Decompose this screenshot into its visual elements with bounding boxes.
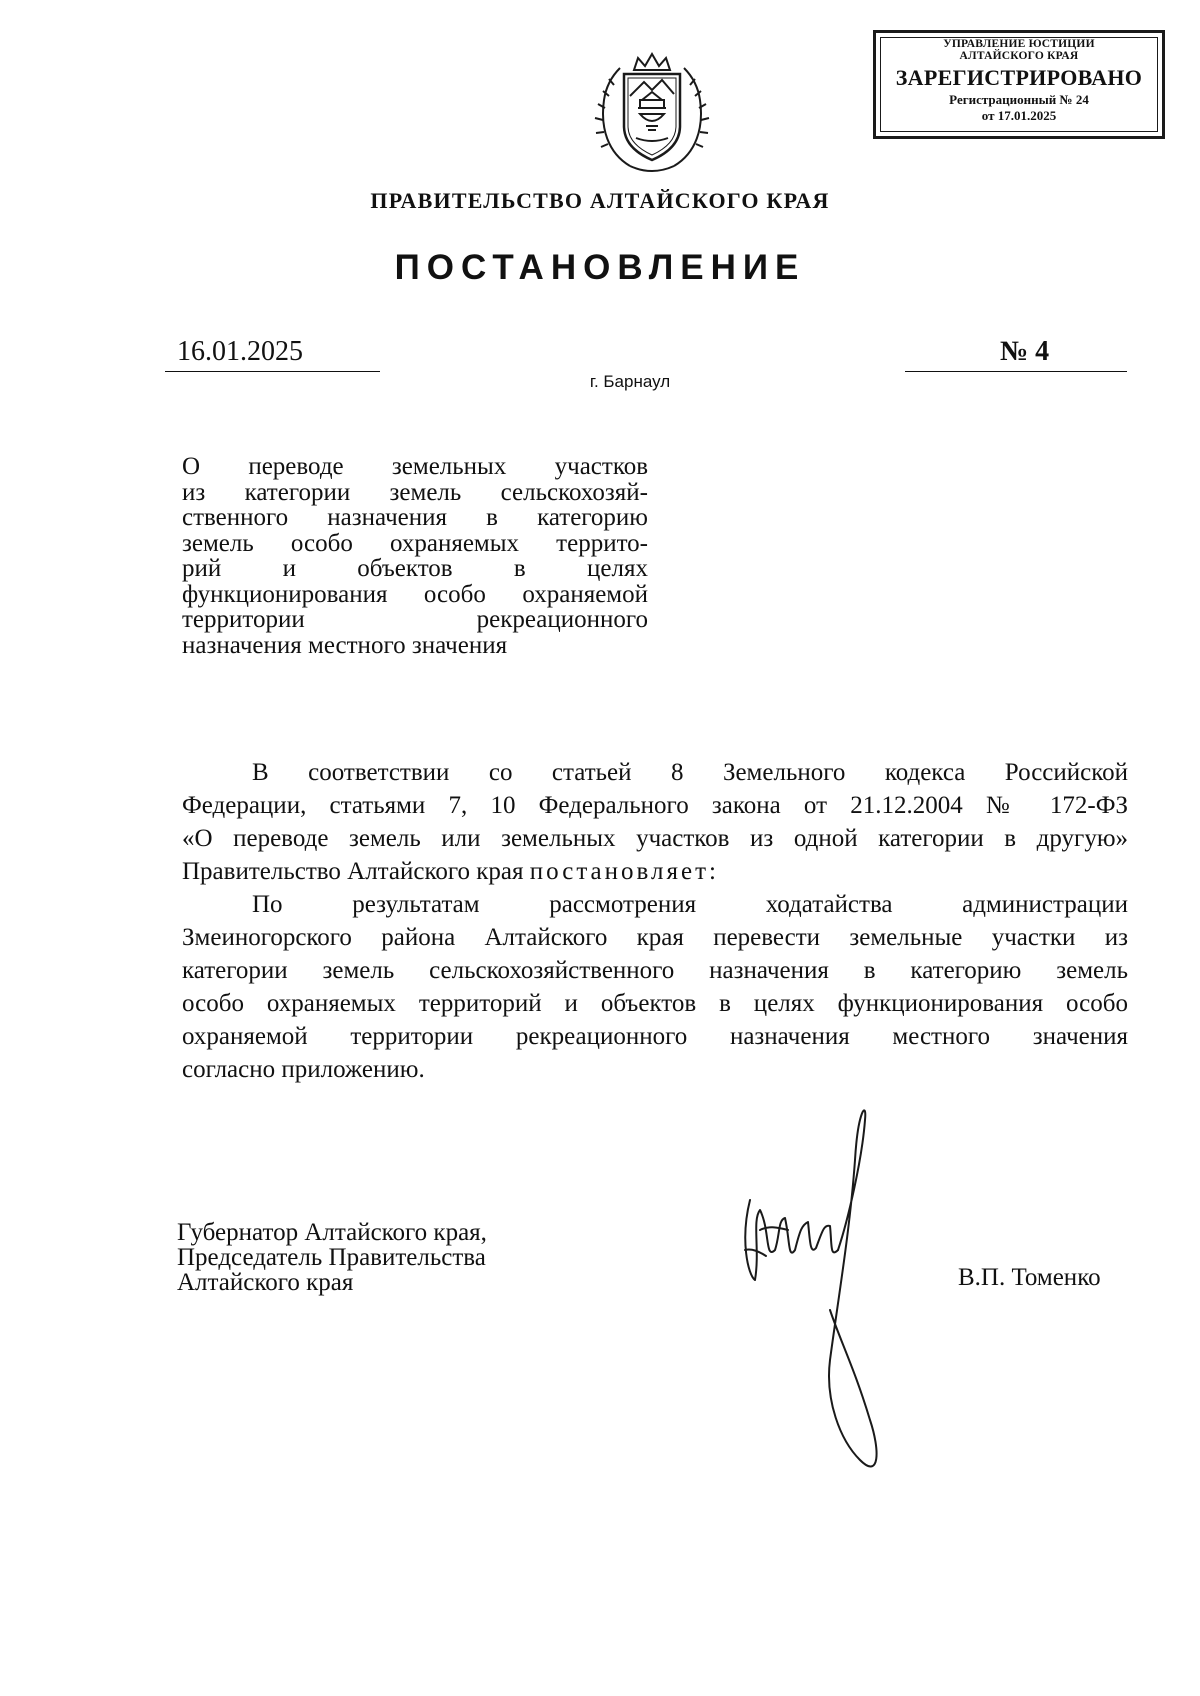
subject-line: О переводе земельных участков [182, 453, 648, 480]
subject-line: территории рекреационного [182, 606, 648, 633]
body-line: По результатам рассмотрения ходатайства администрации [252, 891, 1128, 918]
document-number: № 4 [905, 337, 1127, 372]
body-line-prefix: Правительство Алтайского края [182, 858, 530, 885]
signer-title-line: Алтайского края [177, 1269, 354, 1296]
stamp-status: ЗАРЕГИСТРИРОВАНО [895, 65, 1143, 90]
stamp-org-line2: АЛТАЙСКОГО КРАЯ [959, 50, 1079, 62]
subject-line: назначения местного значения [182, 631, 508, 659]
document-subject [182, 454, 648, 658]
body-line: «О переводе земель или земельных участков из одной категории в другую» [182, 825, 1128, 852]
subject-line: ственного назначения в категорию [182, 504, 648, 531]
body-line: Федерации, статьями 7, 10 Федерального закона от 21.12.2004 № 172-ФЗ [182, 792, 1128, 819]
decree-keyword: постановляет: [529, 858, 719, 885]
subject-line: рий и объектов в целях [182, 555, 648, 582]
government-title: ПРАВИТЕЛЬСТВО АЛТАЙСКОГО КРАЯ [370, 188, 830, 213]
stamp-org-line1: УПРАВЛЕНИЕ ЮСТИЦИИ [943, 38, 1095, 50]
stamp-reg-number: Регистрационный № 24 [949, 92, 1089, 107]
body-line: согласно приложению. [182, 1056, 425, 1083]
handwritten-signature-icon [730, 1100, 930, 1500]
subject-line: земель особо охраняемых террито- [182, 529, 648, 557]
subject-line: из категории земель сельскохозяй- [182, 478, 648, 506]
signer-title-line: Губернатор Алтайского края, [177, 1219, 487, 1246]
document-date: 16.01.2025 [165, 337, 380, 372]
body-line [182, 855, 1128, 888]
document-body [182, 756, 1128, 1086]
body-line: категории земель сельскохозяйственного назначения в категорию земель [182, 957, 1128, 984]
body-line: особо охраняемых территорий и объектов в целях функционирования особо [182, 990, 1128, 1017]
body-line: Змеиногорского района Алтайского края перевести земельные участки из [182, 924, 1128, 951]
signer-title [177, 1220, 487, 1295]
coat-of-arms-icon [590, 48, 714, 178]
subject-line: функционирования особо охраняемой [182, 580, 648, 608]
document-city: г. Барнаул [589, 372, 671, 391]
signer-name: В.П. Томенко [958, 1264, 1101, 1291]
registration-stamp [873, 30, 1165, 139]
body-line: охраняемой территории рекреационного назначения местного значения [182, 1023, 1128, 1050]
signer-title-line: Председатель Правительства [177, 1244, 486, 1271]
body-line: В соответствии со статьей 8 Земельного кодекса Российской [252, 759, 1128, 786]
document-type: ПОСТАНОВЛЕНИЕ [394, 248, 806, 287]
stamp-reg-date: от 17.01.2025 [981, 108, 1057, 123]
